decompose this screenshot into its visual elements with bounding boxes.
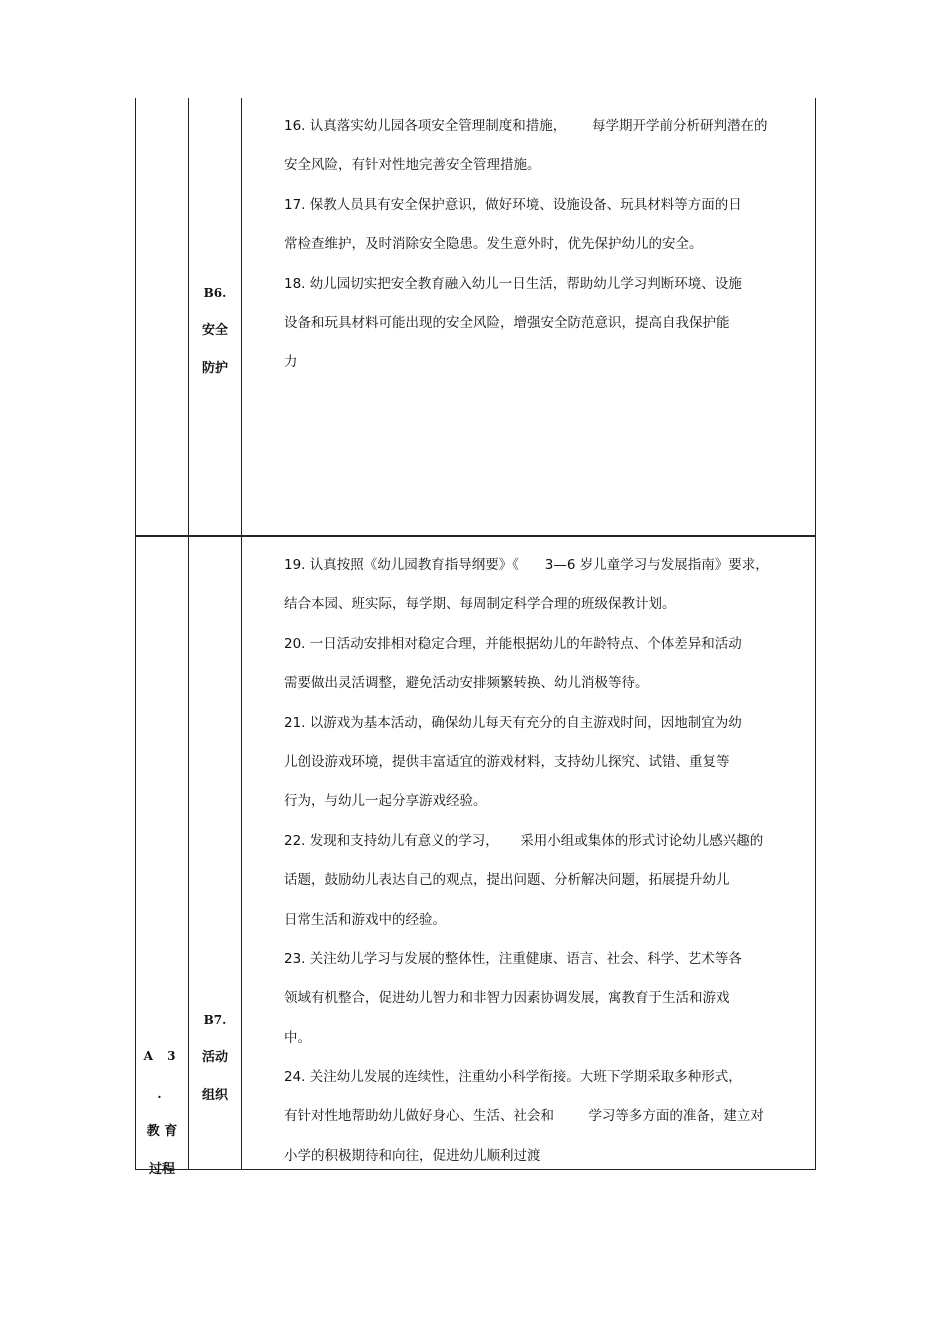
criteria-line: 行为，与幼儿一起分享游戏经验。 — [284, 793, 487, 810]
criteria-line: 中。 — [284, 1029, 311, 1046]
criteria-line: 儿创设游戏环境，提供丰富适宜的游戏材料，支持幼儿探究、试错、重复等 — [284, 753, 730, 770]
category-title-line: 安全 — [201, 323, 228, 338]
criteria-line: 22. 发现和支持幼儿有意义的学习， 采用小组或集体的形式讨论幼儿感兴趣的 — [284, 832, 764, 849]
column-divider — [241, 98, 242, 535]
table-row-b7 — [135, 536, 816, 1177]
criteria-line: 17. 保教人员具有安全保护意识，做好环境、设施设备、玩具材料等方面的日 — [284, 196, 742, 213]
criteria-line: 18. 幼儿园切实把安全教育融入幼儿一日生活，帮助幼儿学习判断环境、设施 — [284, 275, 742, 292]
criteria-line: 日常生活和游戏中的经验。 — [284, 911, 446, 928]
criteria-line: 有针对性地帮助幼儿做好身心、生活、社会和 学习等多方面的准备，建立对 — [284, 1108, 764, 1125]
category-code: B7. — [203, 1013, 227, 1027]
criteria-line: 19. 认真按照《幼儿园教育指导纲要》《 3—6 岁儿童学习与发展指南》要求， — [284, 557, 769, 573]
criteria-text-b6 — [284, 116, 804, 392]
category-title-line: 活动 — [201, 1050, 228, 1065]
category-b6-cell — [189, 274, 241, 388]
criteria-line: 结合本园、班实际，每学期、每周制定科学合理的班级保教计划。 — [284, 596, 676, 613]
criteria-line: 设备和玩具材料可能出现的安全风险，增强安全防范意识，提高自我保护能 — [284, 314, 730, 331]
criteria-line: 力 — [284, 354, 298, 371]
criteria-line: 需要做出灵活调整，避免活动安排频繁转换、幼儿消极等待。 — [284, 675, 649, 692]
criteria-line: 安全风险，有针对性地完善安全管理措施。 — [284, 157, 541, 174]
criteria-line: 23. 关注幼儿学习与发展的整体性，注重健康、语言、社会、科学、艺术等各 — [284, 950, 742, 967]
category-title-line: 组织 — [201, 1088, 228, 1103]
criteria-line: 话题，鼓励幼儿表达自己的观点，提出问题、分析解决问题，拓展提升幼儿 — [284, 872, 730, 889]
criteria-line: 常检查维护，及时消除安全隐患。发生意外时，优先保护幼儿的安全。 — [284, 236, 703, 253]
category-title-line: 防护 — [201, 361, 228, 376]
criteria-line: 21. 以游戏为基本活动，确保幼儿每天有充分的自主游戏时间，因地制宜为幼 — [284, 714, 742, 731]
table-row-b6 — [135, 98, 816, 536]
category-a3-cell — [136, 1037, 188, 1189]
criteria-text-b7 — [284, 555, 804, 1185]
category-code: B6. — [203, 286, 227, 300]
category-code: A 3 . — [143, 1049, 181, 1101]
category-title-line: 过程 — [148, 1162, 175, 1177]
column-divider — [241, 537, 242, 1169]
criteria-line: 20. 一日活动安排相对稳定合理，并能根据幼儿的年龄特点、个体差异和活动 — [284, 635, 742, 652]
criteria-line: 24. 关注幼儿发展的连续性，注重幼小科学衔接。大班下学期采取多种形式， — [284, 1069, 742, 1086]
criteria-line: 领域有机整合，促进幼儿智力和非智力因素协调发展，寓教育于生活和游戏 — [284, 990, 730, 1007]
category-b7-cell — [189, 1001, 241, 1115]
criteria-line: 小学的积极期待和向往，促进幼儿顺利过渡 — [284, 1147, 541, 1164]
category-title-line: 教 育 — [146, 1124, 178, 1139]
criteria-line: 16. 认真落实幼儿园各项安全管理制度和措施， 每学期开学前分析研判潜在的 — [284, 118, 768, 134]
